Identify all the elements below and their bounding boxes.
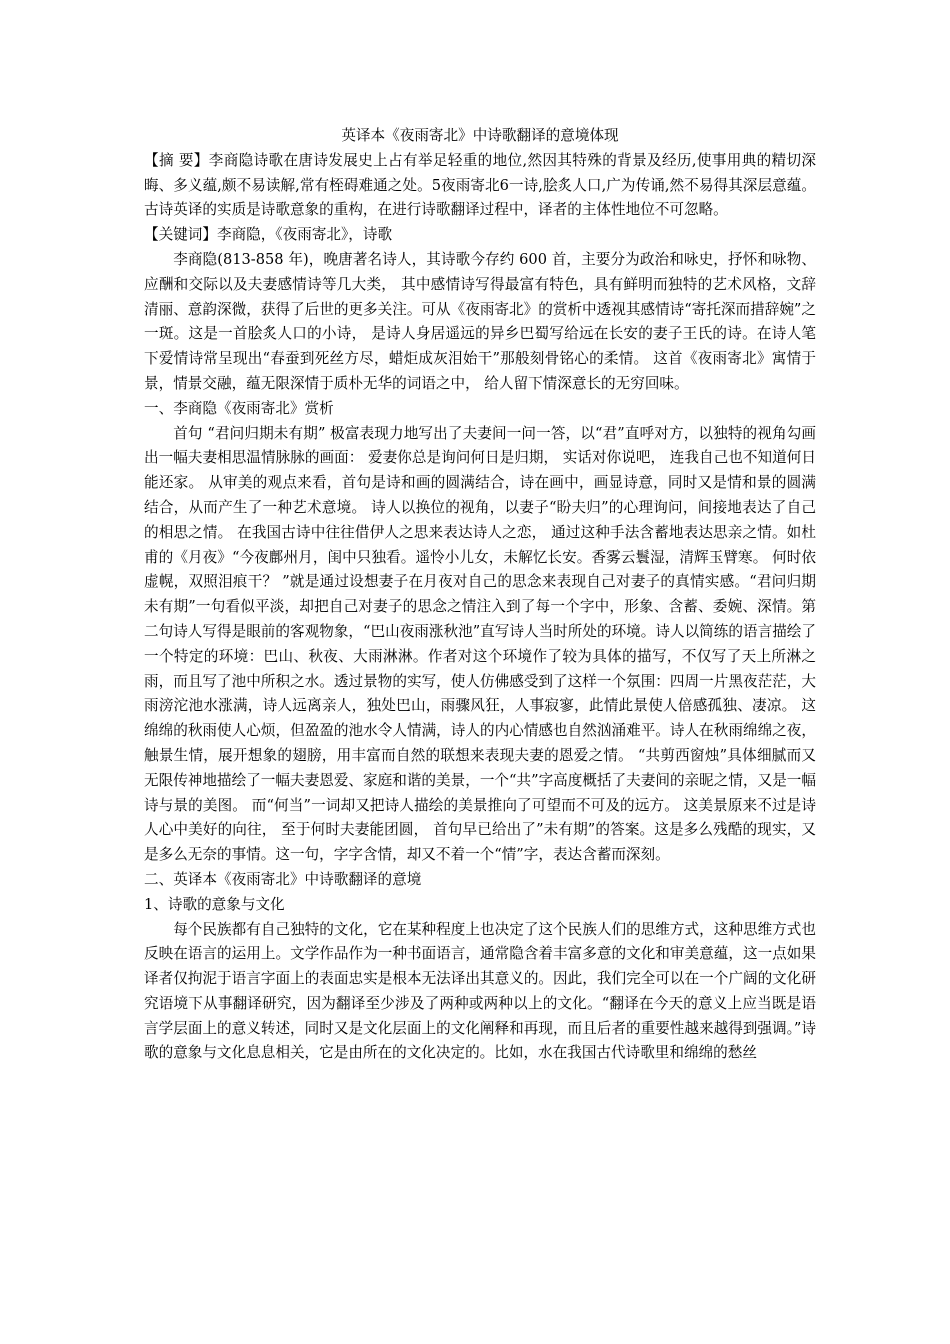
keywords-paragraph: 【关键词】李商隐，《夜雨寄北》，诗歌 (144, 226, 393, 244)
subsection-1-heading: 1、诗歌的意象与文化 (144, 895, 285, 913)
intro-paragraph: 李商隐(813-858 年)，晚唐著名诗人，其诗歌今存约 600 首，主要分为政治和咏史，抒怀和咏物、应酬和交际以及夫妻感情诗等几大类， 其中感情诗写得最富有特色，具有鲜明而独特的艺术风格，文辞清丽、意韵深微，获得了后世的更多关注。可从《夜雨寄北》的赏析中透视其感情诗“寄托深而措辞婉”之一斑。这是一首脍炙人口的小诗， 是诗人身居遥远的异乡巴蜀写给远在长安的妻子王氏的诗。在诗人笔下爱情诗常呈现出“春蚕到死丝方尽，蜡炬成灰泪始干”那般刻骨铭心的柔情。 这首《夜雨寄北》寓情于景，情景交融，蕴无限深情于质朴无华的词语之中， 给人留下情深意长的无穷回味。 (144, 250, 816, 392)
abstract-paragraph: 【摘 要】李商隐诗歌在唐诗发展史上占有举足轻重的地位,然因其特殊的背景及经历,使事用典的精切深晦、多义蕴,颇不易读解,常有桎碍难通之处。5夜雨寄北6一诗,脍炙人口,广为传诵,然不易得其深层意蕴。古诗英译的实质是诗歌意象的重构，在进行诗歌翻译过程中，译者的主体性地位不可忽略。 (144, 151, 816, 219)
section-1-heading: 一、李商隐《夜雨寄北》赏析 (144, 399, 334, 417)
subsection-1-paragraph: 每个民族都有自己独特的文化，它在某种程度上也决定了这个民族人们的思维方式，这种思维方式也反映在语言的运用上。文学作品作为一种书面语言，通常隐含着丰富多意的文化和审美意蕴，这一点如果译者仅拘泥于语言字面上的表面忠实是根本无法译出其意义的。因此，我们完全可以在一个广阔的文化研究语境下从事翻译研究，因为翻译至少涉及了两种或两种以上的文化。“翻译在今天的意义上应当既是语言学层面上的意义转述，同时又是文化层面上的文化阐释和再现，而且后者的重要性越来越得到强调。”诗歌的意象与文化息息相关，它是由所在的文化决定的。比如，水在我国古代诗歌里和绵绵的愁丝 (144, 920, 816, 1062)
document-title: 英译本《夜雨寄北》中诗歌翻译的意境体现 (341, 127, 619, 144)
section-1-paragraph: 首句 “君问归期未有期” 极富表现力地写出了夫妻间一问一答，以“君”直呼对方，以独特的视角勾画出一幅夫妻相思温情脉脉的画面： 爱妻你总是询问何日是归期， 实话对你说吧， 连我自己也不知道何日能还家。 从审美的观点来看，首句是诗和画的圆满结合，诗在画中，画显诗意，同时又是情和景的圆满结合，从而产生了一种艺术意境。 诗人以换位的视角，以妻子“盼夫归”的心理询问，间接地表达了自己的相思之情。 在我国古诗中往往借伊人之思来表达诗人之恋， 通过这种手法含蓄地表达思亲之情。如杜甫的《月夜》“今夜鄜州月，闺中只独看。遥怜小儿女，未解忆长安。香雾云鬟湿，清辉玉臂寒。 何时依虚幌，双照泪痕干？ ”就是通过设想妻子在月夜对自己的思念来表现自己对妻子的真情实感。“君问归期未有期”一句看似平淡，却把自己对妻子的思念之情注入到了每一个字中，形象、含蓄、委婉、深情。第二句诗人写得是眼前的客观物象，“巴山夜雨涨秋池”直写诗人当时所处的环境。诗人以简练的语言描绘了一个特定的环境：巴山、秋夜、大雨淋淋。作者对这个环境作了较为具体的描写，不仅写了天上所淋之雨，而且写了池中所积之水。透过景物的实写，使人仿佛感受到了这样一个氛围：四周一片黑夜茫茫，大雨滂沱池水涨满，诗人远离亲人，独处巴山，雨骤风狂，人事寂寥，此情此景使人倍感孤独、凄凉。 这绵绵的秋雨使人心烦，但盈盈的池水令人情满，诗人的内心情感也自然汹涌难平。诗人在秋雨绵绵之夜，触景生情，展开想象的翅膀，用丰富而自然的联想来表现夫妻的恩爱之情。 “共剪西窗烛”具体细腻而又无限传神地描绘了一幅夫妻恩爱、家庭和谐的美景，一个“共”字高度概括了夫妻间的亲昵之情，又是一幅诗与景的美图。 而“何当”一词却又把诗人描绘的美景推向了可望而不可及的远方。 这美景原来不过是诗人心中美好的向往， 至于何时夫妻能团圆， 首句早已给出了”未有期”的答案。这是多么残酷的现实，又是多么无奈的事情。这一句，字字含情，却又不着一个“情”字，表达含蓄而深刻。 (144, 424, 816, 864)
document-page (144, 124, 816, 1066)
section-2-heading: 二、英译本《夜雨寄北》中诗歌翻译的意境 (144, 870, 422, 888)
